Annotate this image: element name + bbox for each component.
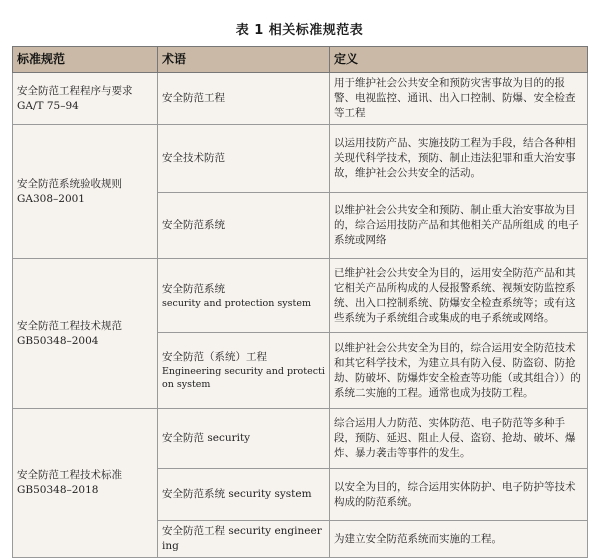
table-row <box>13 259 588 333</box>
term-cn: 安全防范 security <box>162 432 251 444</box>
term-cn: 安全防范（系统）工程 <box>162 351 267 363</box>
standard-name: 安全防范工程技术标准 <box>17 469 122 481</box>
term-cell <box>158 409 330 469</box>
header-standard: 标准规范 <box>13 47 158 73</box>
term-en: security and protection system <box>162 297 311 309</box>
definition-cell: 用于维护社会公共安全和预防灾害事故为目的的报警、电视监控、通讯、出入口控制、防爆、安全检查等工程 <box>330 73 588 125</box>
term-cn: 安全防范系统 <box>162 219 225 231</box>
standard-name: 安全防范工程程序与要求 <box>17 84 133 97</box>
definition-cell: 以维护社会公共安全为目的，综合运用安全防范技术和其它科学技术，为建立具有防入侵、防盗窃、防抢劫、防破坏、防爆炸安全检查等功能（或其组合））的系统二实施的工程。通常也成为技防工程。 <box>330 333 588 409</box>
standard-cell <box>13 73 158 125</box>
standard-cell <box>13 409 158 558</box>
term-cell <box>158 333 330 409</box>
table-row <box>13 125 588 193</box>
term-cn: 安全防范系统 security system <box>162 488 312 500</box>
term-cell <box>158 73 330 125</box>
term-cell <box>158 125 330 193</box>
standard-cell <box>13 125 158 259</box>
table-row <box>13 73 588 125</box>
term-en: Engineering security and protection system <box>162 366 325 390</box>
term-cell <box>158 259 330 333</box>
term-cn: 安全防范工程 <box>162 92 225 104</box>
term-cell <box>158 193 330 259</box>
standard-name: 安全防范工程技术规范 <box>17 319 122 332</box>
table-caption: 表 1 相关标准规范表 <box>235 23 364 38</box>
standards-table <box>12 46 588 558</box>
standard-code: GA/T 75–94 <box>17 99 79 112</box>
term-cn: 安全技术防范 <box>162 152 225 164</box>
term-cell <box>158 521 330 558</box>
header-definition: 定义 <box>330 47 588 73</box>
header-term: 术语 <box>158 47 330 73</box>
standard-code: GB50348–2018 <box>17 484 99 496</box>
term-cell <box>158 469 330 521</box>
standard-name: 安全防范系统验收规则 <box>17 177 122 190</box>
standard-code: GB50348–2004 <box>17 334 99 347</box>
standard-code: GA308–2001 <box>17 192 85 205</box>
definition-cell: 已维护社会公共安全为目的，运用安全防范产品和其它相关产品所构成的人侵报警系统、视频安防监控系统、出入口控制系统、防爆安全检查系统等；或有这些系统为子系统组合或集成的电子系统或网络。 <box>330 259 588 333</box>
term-cn: 安全防范工程 security engineering <box>162 525 322 552</box>
definition-cell: 以运用技防产品、实施技防工程为手段，结合各种相关现代科学技术，预防、制止违法犯罪和重大治安事故，维护社会公共安全的活动。 <box>330 125 588 193</box>
table-header-row <box>13 47 588 73</box>
definition-cell: 以维护社会公共安全和预防、制止重大治安事故为目的，综合运用技防产品和其他相关产品所组成 的电子系统或网络 <box>330 193 588 259</box>
definition-cell: 以安全为目的，综合运用实体防护、电子防护等技术构成的防范系统。 <box>330 469 588 521</box>
definition-cell: 为建立安全防范系统而实施的工程。 <box>330 521 588 558</box>
standard-cell <box>13 259 158 409</box>
term-cn: 安全防范系统 <box>162 282 225 295</box>
definition-cell: 综合运用人力防范、实体防范、电子防范等多种手段，预防、延迟、阻止人侵、盗窃、抢劫、破坏、爆炸、暴力袭击等事件的发生。 <box>330 409 588 469</box>
table-row <box>13 409 588 469</box>
